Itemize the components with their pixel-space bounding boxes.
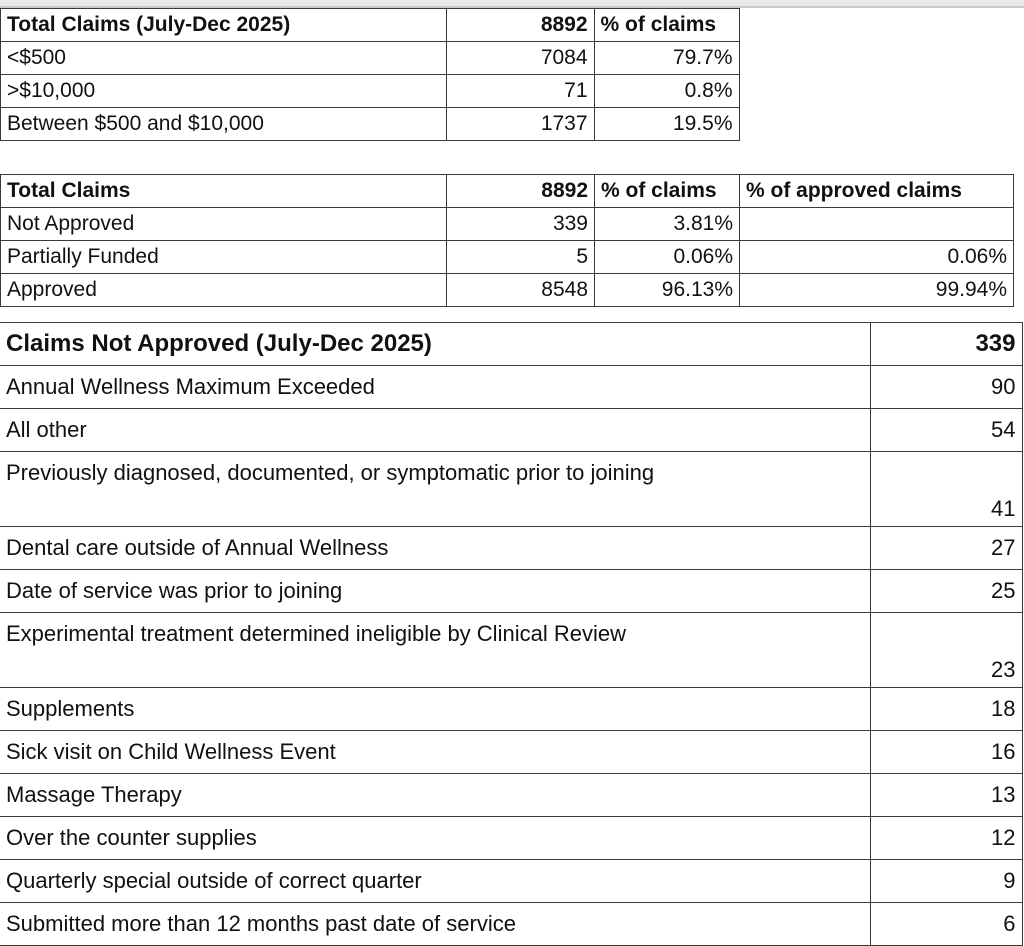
reason-label: Annual Wellness Maximum Exceeded [0, 366, 870, 409]
reason-label: All other [0, 409, 870, 452]
table-title: Claims Not Approved (July-Dec 2025) [0, 323, 870, 366]
row-approved-percent: 99.94% [740, 274, 1014, 307]
reason-label: Over the counter supplies [0, 817, 870, 860]
table-row [0, 366, 1022, 409]
table-row [1, 75, 1024, 108]
table-row [1, 208, 1014, 241]
total-count: 8892 [447, 175, 595, 208]
row-count: 1737 [446, 108, 594, 141]
table-row [0, 613, 1022, 688]
table-header-row [0, 323, 1022, 366]
table-row [1, 241, 1014, 274]
row-percent: 0.06% [595, 241, 740, 274]
row-count: 339 [447, 208, 595, 241]
table-row [0, 688, 1022, 731]
claims-approval-table [0, 174, 1014, 307]
row-count: 5 [447, 241, 595, 274]
row-percent: 3.81% [595, 208, 740, 241]
row-count: 71 [446, 75, 594, 108]
row-label: Not Approved [1, 208, 447, 241]
reason-label: Massage Therapy [0, 774, 870, 817]
table-row [1, 42, 1024, 75]
table-title: Total Claims (July-Dec 2025) [1, 9, 447, 42]
row-approved-percent [740, 208, 1014, 241]
row-label: Between $500 and $10,000 [1, 108, 447, 141]
reason-count: 54 [870, 409, 1022, 452]
table-row [0, 452, 1022, 527]
reason-count: 90 [870, 366, 1022, 409]
table-title: Total Claims [1, 175, 447, 208]
reason-label: Supplements [0, 688, 870, 731]
row-approved-percent: 0.06% [740, 241, 1014, 274]
reason-label: Experimental treatment determined ineligible by Clinical Review [0, 613, 870, 688]
table-row [0, 817, 1022, 860]
table-row [0, 409, 1022, 452]
row-percent: 0.8% [594, 75, 739, 108]
row-label: Partially Funded [1, 241, 447, 274]
claims-not-approved-table [0, 322, 1023, 946]
reason-label: Submitted more than 12 months past date of service [0, 903, 870, 946]
column-header: % of claims [595, 175, 740, 208]
claims-by-amount-table [0, 8, 1024, 141]
total-count: 339 [870, 323, 1022, 366]
row-label: >$10,000 [1, 75, 447, 108]
table-row [0, 860, 1022, 903]
row-count: 8548 [447, 274, 595, 307]
table-row [1, 108, 1024, 141]
row-count: 7084 [446, 42, 594, 75]
reason-count: 13 [870, 774, 1022, 817]
reason-count: 23 [870, 613, 1022, 688]
row-label: Approved [1, 274, 447, 307]
table-row [1, 274, 1014, 307]
row-percent: 79.7% [594, 42, 739, 75]
reason-count: 16 [870, 731, 1022, 774]
empty-cell [739, 75, 1024, 108]
table-row [0, 731, 1022, 774]
column-header: % of approved claims [740, 175, 1014, 208]
table-header-row [1, 9, 1024, 42]
row-percent: 19.5% [594, 108, 739, 141]
reason-label: Previously diagnosed, documented, or symptomatic prior to joining [0, 452, 870, 527]
reason-count: 41 [870, 452, 1022, 527]
reason-count: 27 [870, 527, 1022, 570]
total-count: 8892 [446, 9, 594, 42]
table-row [0, 570, 1022, 613]
empty-cell [739, 9, 1024, 42]
reason-count: 18 [870, 688, 1022, 731]
reason-count: 9 [870, 860, 1022, 903]
row-percent: 96.13% [595, 274, 740, 307]
reason-count: 25 [870, 570, 1022, 613]
reason-label: Quarterly special outside of correct quarter [0, 860, 870, 903]
empty-cell [739, 108, 1024, 141]
reason-label: Date of service was prior to joining [0, 570, 870, 613]
table-header-row [1, 175, 1014, 208]
reason-count: 12 [870, 817, 1022, 860]
reason-label: Dental care outside of Annual Wellness [0, 527, 870, 570]
empty-cell [739, 42, 1024, 75]
table-row [0, 774, 1022, 817]
table-row [0, 527, 1022, 570]
table-row [0, 903, 1022, 946]
reason-label: Sick visit on Child Wellness Event [0, 731, 870, 774]
row-label: <$500 [1, 42, 447, 75]
column-header: % of claims [594, 9, 739, 42]
reason-count: 6 [870, 903, 1022, 946]
